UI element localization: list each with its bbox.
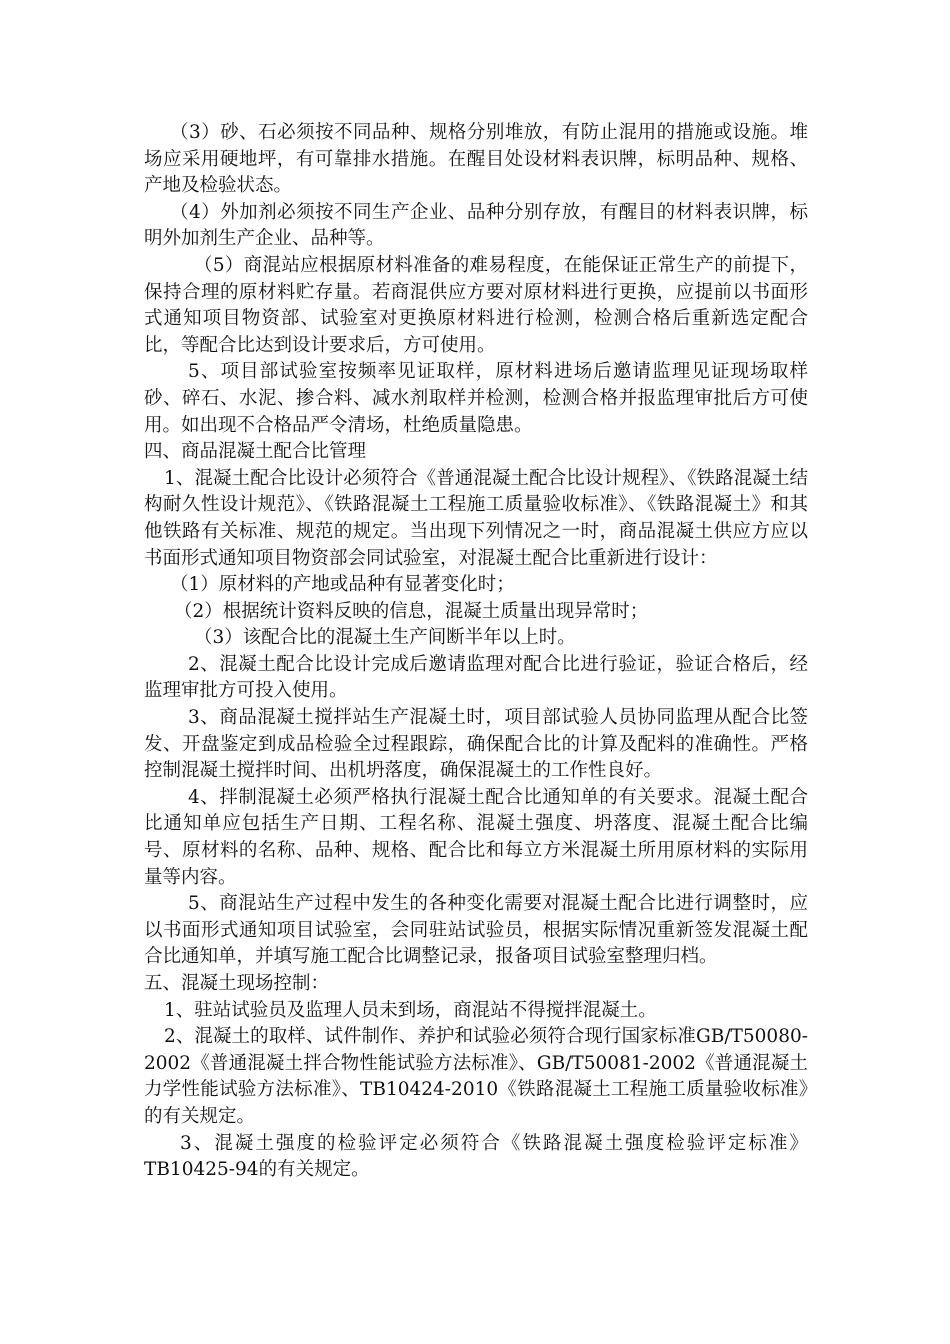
paragraph-mix-verification: 2、混凝土配合比设计完成后邀请监理对配合比进行验证，验证合格后，经监理审批方可投入使用。 (144, 653, 808, 702)
list-item-quality-anomaly: （2）根据统计资料反映的信息，混凝土质量出现异常时； (174, 600, 649, 622)
section-heading-site-control: 五、混凝土现场控制： (144, 973, 330, 994)
paragraph-mix-adjustment: 5、商混站生产过程中发生的各种变化需要对混凝土配合比进行调整时，应以书面形式通知项目试验室，会同驻站试验员，根据实际情况重新签发混凝土配合比通知单，并填写施工配合比调整记录，报备项目试验室整理归档。 (144, 893, 808, 968)
paragraph-mix-design-standards: 1、混凝土配合比设计必须符合《普通混凝土配合比设计规程》、《铁路混凝土结构耐久性设计规范》、《铁路混凝土工程施工质量验收标准》、《铁路混凝土》和其他铁路有关标准、规范的规定。当出现下列情况之一时，商品混凝土供应方应以书面形式通知项目物资部会同试验室，对混凝土配合比重新进行设计： (144, 467, 808, 569)
paragraph-admixture-storage: （4）外加剂必须按不同生产企业、品种分别存放，有醒目的材料表识牌，标明外加剂生产企业、品种等。 (144, 201, 808, 250)
paragraph-production-tracking: 3、商品混凝土搅拌站生产混凝土时，项目部试验人员协同监理从配合比签发、开盘鉴定到成品检验全过程跟踪，确保配合比的计算及配料的准确性。严格控制混凝土搅拌时间、出机坍落度，确保混凝土的工作性良好。 (144, 707, 808, 782)
list-item-production-gap: （3）该配合比的混凝土生产间断半年以上时。 (194, 627, 576, 649)
paragraph-witness-sampling: 5、项目部试验室按频率见证取样，原材料进场后邀请监理见证现场取样砂、碎石、水泥、掺合料、减水剂取样并检测，检测合格并报监理审批后方可使用。如出现不合格品严令清场，杜绝质量隐患。 (144, 361, 808, 436)
paragraph-sampling-standards: 2、混凝土的取样、试件制作、养护和试验必须符合现行国家标准GB/T50080-2002《普通混凝土拌合物性能试验方法标准》、GB/T50081-2002《普通混凝土力学性能试验方法标准》、TB10424-2010《铁路混凝土工程施工质量验收标准》的有关规定。 (144, 1026, 808, 1127)
paragraph-staff-presence: 1、驻站试验员及监理人员未到场，商混站不得搅拌混凝土。 (164, 999, 657, 1021)
paragraph-sand-stone-storage: （3）砂、石必须按不同品种、规格分别堆放，有防止混用的措施或设施。堆场应采用硬地坪，有可靠排水措施。在醒目处设材料表识牌，标明品种、规格、产地及检验状态。 (144, 122, 808, 197)
list-item-material-change: （1）原材料的产地或品种有显著变化时； (170, 574, 515, 596)
paragraph-strength-evaluation: 3、混凝土强度的检验评定必须符合《铁路混凝土强度检验评定标准》TB10425-94的有关规定。 (144, 1132, 808, 1181)
paragraph-material-reserve: （5）商混站应根据原材料准备的难易程度，在能保证正常生产的前提下，保持合理的原材料贮存量。若商混供应方要对原材料进行更换，应提前以书面形式通知项目物资部、试验室对更换原材料进行检测，检测合格后重新选定配合比，等配合比达到设计要求后，方可使用。 (144, 254, 808, 356)
document-body (144, 120, 808, 1184)
paragraph-mix-notice: 4、拌制混凝土必须严格执行混凝土配合比通知单的有关要求。混凝土配合比通知单应包括生产日期、工程名称、混凝土强度、坍落度、混凝土配合比编号、原材料的名称、品种、规格、配合比和每立方米混凝土所用原材料的实际用量等内容。 (144, 786, 808, 888)
section-heading-mix-design: 四、商品混凝土配合比管理 (144, 441, 367, 463)
